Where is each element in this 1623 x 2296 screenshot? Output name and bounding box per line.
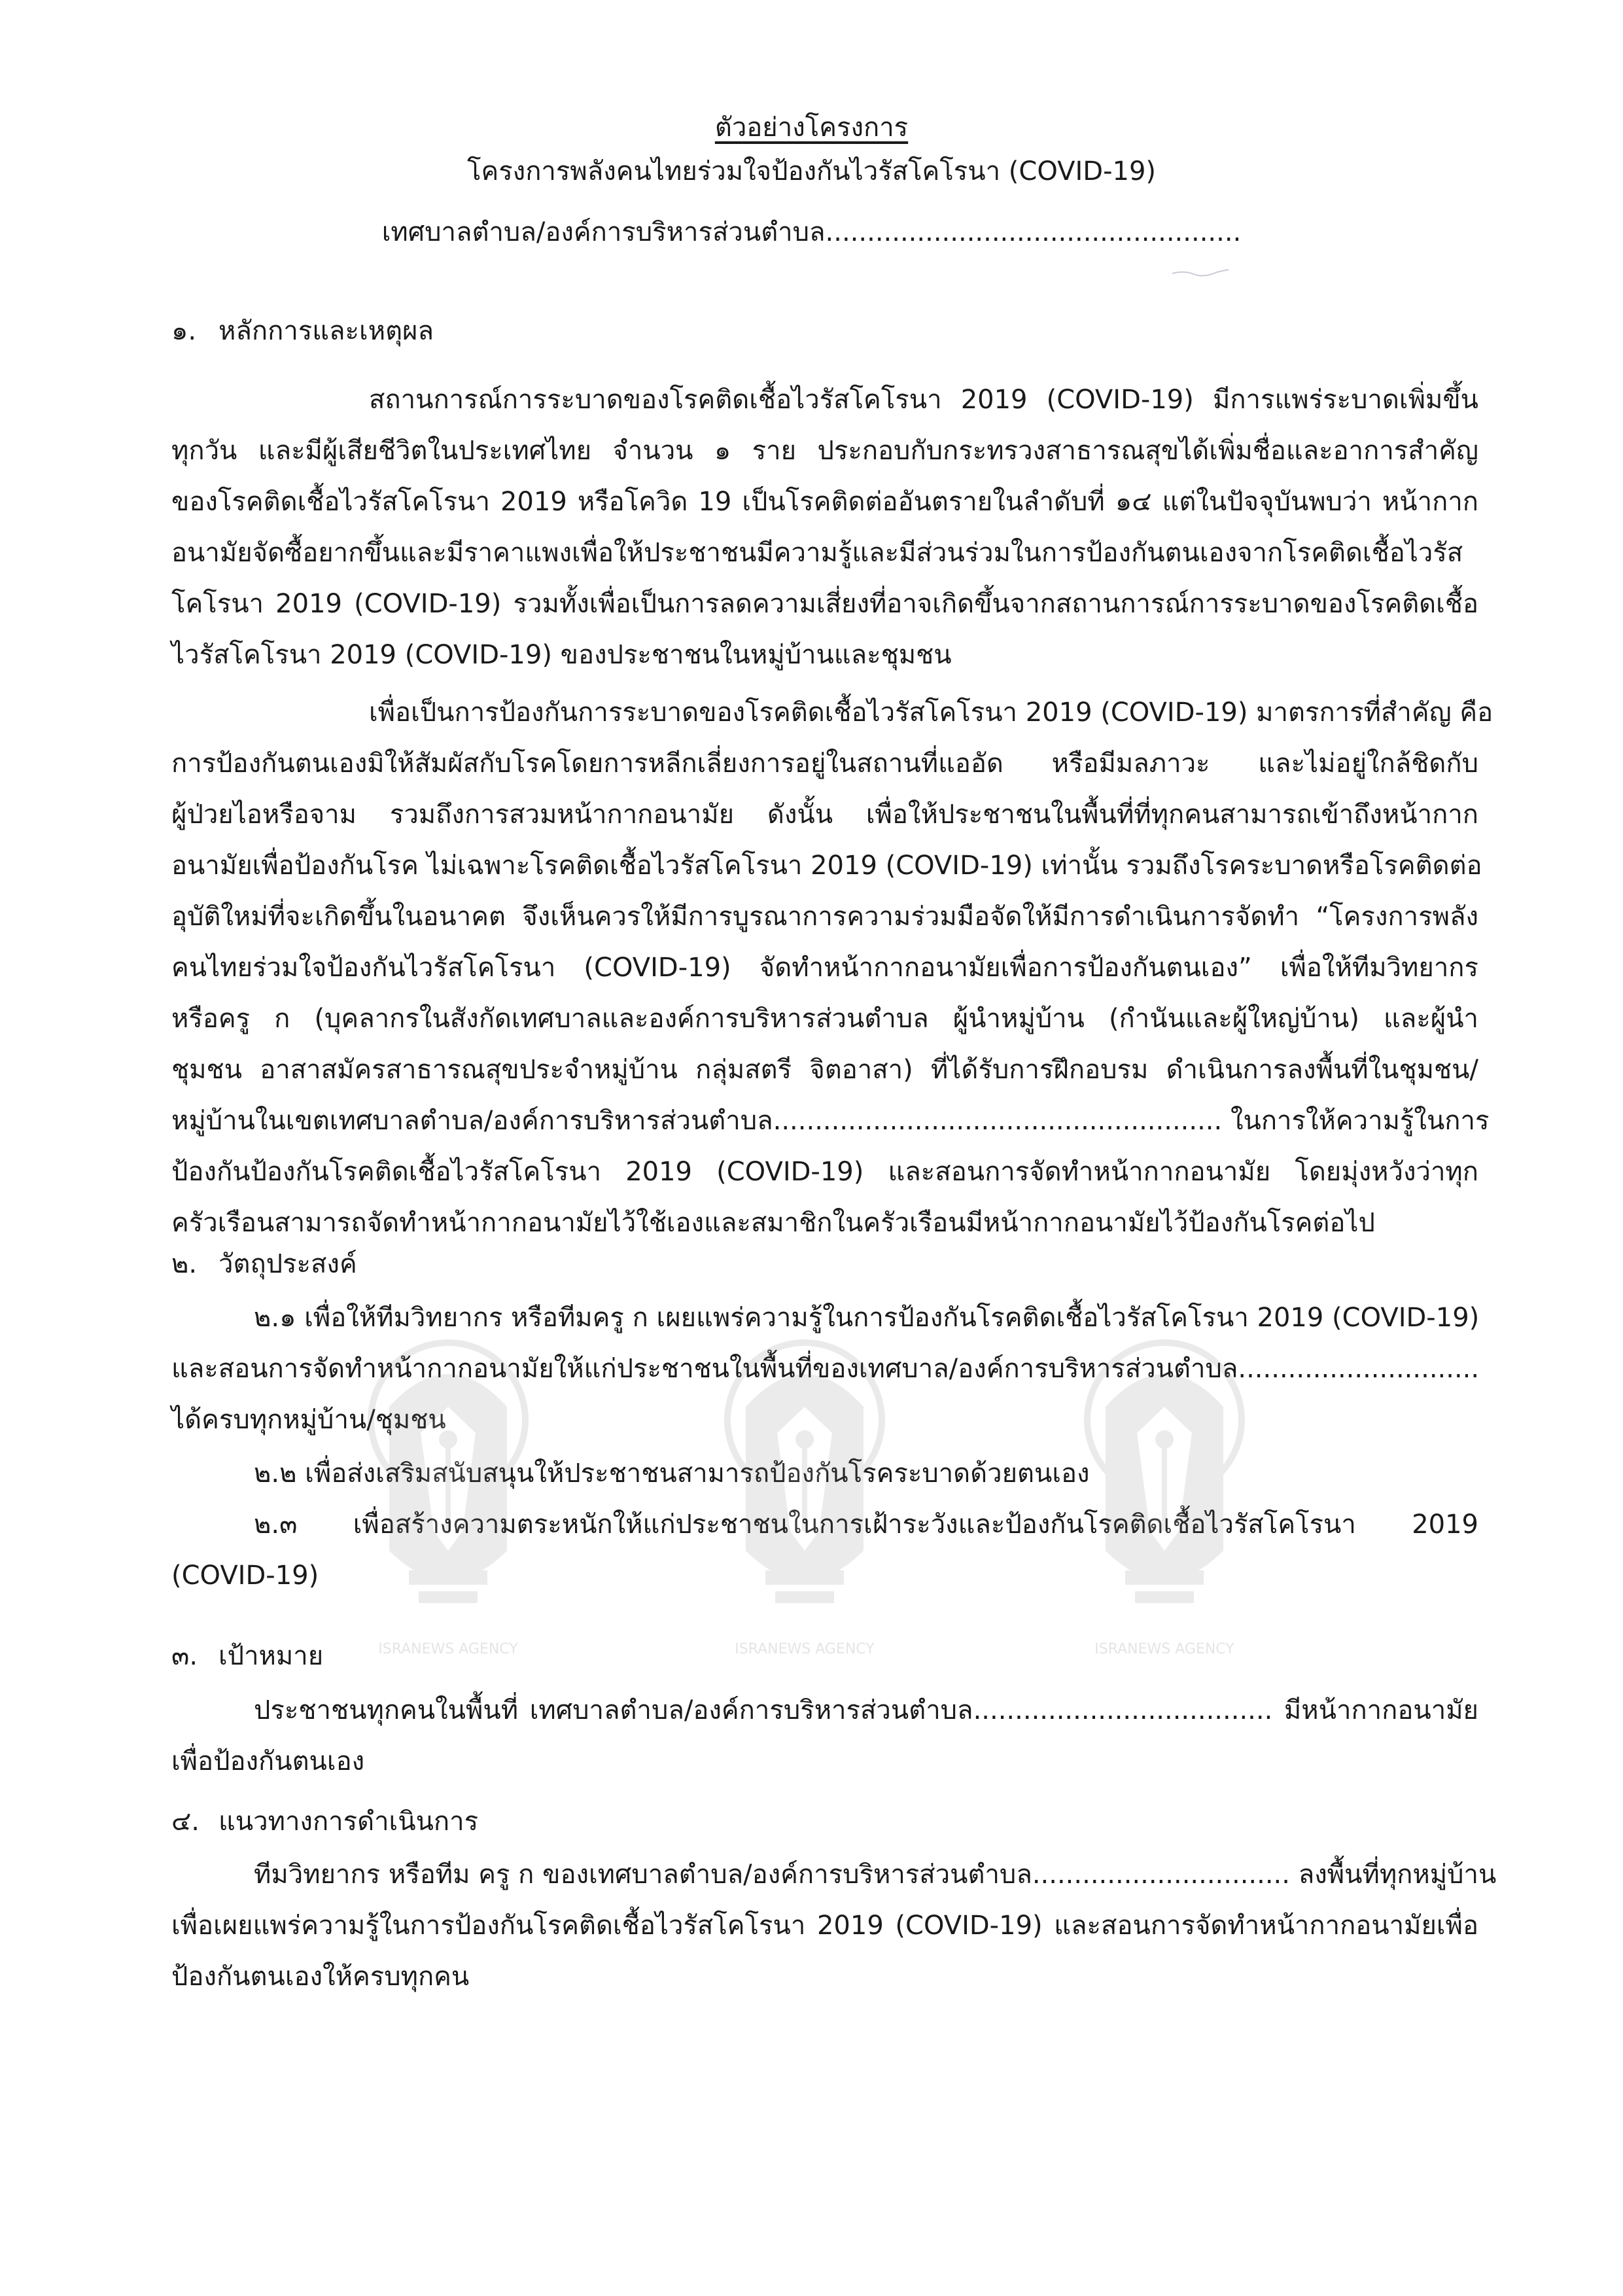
section-1-title: หลักการและเหตุผล [218,316,434,346]
paragraph-line: ป้องกันตนเองให้ครบทุกคน [171,1962,470,1992]
section-3-paragraph [171,1685,1478,1787]
section-1-number: ๑. [171,316,197,346]
paragraph-line: ทุกวัน และมีผู้เสียชีวิตในประเทศไทย จำนวน ๑ ราย ประกอบกับกระทรวงสาธารณสุขได้เพิ่มชื่อและอาการสำคัญ [171,436,1478,466]
paragraph-line: ไวรัสโคโรนา 2019 (COVID-19) ของประชาชนในหมู่บ้านและชุมชน [171,640,952,670]
paragraph-line: สถานการณ์การระบาดของโรคติดเชื้อไวรัสโคโรนา 2019 (COVID-19) มีการแพร่ระบาดเพิ่มขึ้น [369,385,1478,415]
paragraph-line: ของโรคติดเชื้อไวรัสโคโรนา 2019 หรือโควิด 19 เป็นโรคติดต่ออันตรายในลำดับที่ ๑๔ แต่ในปัจจุบันพบว่า หน้ากาก [171,487,1478,517]
paragraph-line: ชุมชน อาสาสมัครสาธารณสุขประจำหมู่บ้าน กลุ่มสตรี จิตอาสา) ที่ได้รับการฝึกอบรม ดำเนินการลงพื้นที่ในชุมชน/ [171,1055,1478,1085]
section-4-paragraph [171,1849,1497,2002]
section-3-heading [171,1636,323,1676]
paragraph-line: และสอนการจัดทำหน้ากากอนามัยให้แก่ประชาชนในพื้นที่ของเทศบาล/องค์การบริหารส่วนตำบล............................. [171,1354,1480,1384]
section-4-heading [171,1802,478,1841]
paragraph-line: ประชาชนทุกคนในพื้นที่ เทศบาลตำบล/องค์การบริหารส่วนตำบล.................................... มีหน้ากากอนามัย [254,1695,1478,1725]
paragraph-line: อนามัยเพื่อป้องกันโรค ไม่เฉพาะโรคติดเชื้อไวรัสโคโรนา 2019 (COVID-19) เท่านั้น รวมถึงโรคระบาดหรือโรคติดต่อ [171,851,1482,881]
paragraph-line: ทีมวิทยากร หรือทีม ครู ก ของเทศบาลตำบล/องค์การบริหารส่วนตำบล............................... ลงพื้นที่ทุกหมู่บ้าน [254,1860,1497,1890]
paragraph-line: เพื่อเผยแพร่ความรู้ในการป้องกันโรคติดเชื้อไวรัสโคโรนา 2019 (COVID-19) และสอนการจัดทำหน้ากากอนามัยเพื่อ [171,1911,1478,1941]
paragraph-line: คนไทยร่วมใจป้องกันไวรัสโคโรนา (COVID-19) จัดทำหน้ากากอนามัยเพื่อการป้องกันตนเอง” เพื่อให้ทีมวิทยากร [171,953,1478,983]
paragraph-line: อุบัติใหม่ที่จะเกิดขึ้นในอนาคต จึงเห็นควรให้มีการบูรณาการความร่วมมือจัดให้มีการดำเนินการจัดทำ “โครงการพลัง [171,902,1478,932]
paragraph-line: หรือครู ก (บุคลากรในสังกัดเทศบาลและองค์การบริหารส่วนตำบล ผู้นำหมู่บ้าน (กำนันและผู้ใหญ่บ้าน) และผู้นำ [171,1004,1478,1034]
paragraph-line: ๒.๑ เพื่อให้ทีมวิทยากร หรือทีมครู ก เผยแพร่ความรู้ในการป้องกันโรคติดเชื้อไวรัสโคโรนา 2019 (COVID-19) [254,1303,1480,1333]
section-2-title: วัตถุประสงค์ [218,1249,357,1279]
paragraph-line: หมู่บ้านในเขตเทศบาลตำบล/องค์การบริหารส่วนตำบล...................................................... ในการให้ความรู้ในการ [171,1106,1490,1136]
scan-speck [1171,268,1230,277]
watermark-text: ISRANEWS AGENCY [735,1641,875,1657]
section-1-paragraph-2 [171,687,1493,1248]
section-4-number: ๔. [171,1807,200,1837]
paragraph-line: การป้องกันตนเองมิให้สัมผัสกับโรคโดยการหลีกเลี่ยงการอยู่ในสถานที่แออัด หรือมีมลภาวะ และไม่อยู่ใกล้ชิดกับ [171,749,1478,779]
paragraph-line: เพื่อป้องกันตนเอง [171,1746,365,1776]
section-3-title: เป้าหมาย [218,1641,324,1671]
organization-line: เทศบาลตำบล/องค์การบริหารส่วนตำบล.................................................. [381,217,1242,247]
section-3-number: ๓. [171,1641,198,1671]
section-2-number: ๒. [171,1249,198,1279]
project-name: โครงการพลังคนไทยร่วมใจป้องกันไวรัสโคโรนา (COVID-19) [466,156,1157,186]
objective-2-2 [171,1448,1478,1499]
section-1-heading [171,311,434,351]
watermark-text: ISRANEWS AGENCY [1094,1641,1234,1657]
objective-2-3 [171,1499,1478,1601]
paragraph-line: ป้องกันป้องกันโรคติดเชื้อไวรัสโคโรนา 2019 (COVID-19) และสอนการจัดทำหน้ากากอนามัย โดยมุ่งหวังว่าทุก [171,1157,1478,1187]
paragraph-line: เพื่อเป็นการป้องกันการระบาดของโรคติดเชื้อไวรัสโคโรนา 2019 (COVID-19) มาตรการที่สำคัญ คือ [369,698,1493,728]
section-2-heading [171,1245,357,1284]
paragraph-line: ๒.๓ เพื่อสร้างความตระหนักให้แก่ประชาชนในการเฝ้าระวังและป้องกันโรคติดเชื้อไวรัสโคโรนา 2019 [254,1510,1478,1540]
paragraph-line: ได้ครบทุกหมู่บ้าน/ชุมชน [171,1405,446,1435]
paragraph-line: ครัวเรือนสามารถจัดทำหน้ากากอนามัยไว้ใช้เองและสมาชิกในครัวเรือนมีหน้ากากอนามัยไว้ป้องกันโรคต่อไป [171,1208,1375,1238]
watermark-text: ISRANEWS AGENCY [378,1641,518,1657]
objective-2-1 [171,1292,1478,1445]
paragraph-line: โคโรนา 2019 (COVID-19) รวมทั้งเพื่อเป็นการลดความเสี่ยงที่อาจเกิดขึ้นจากสถานการณ์การระบาดของโรคติดเชื้อ [171,589,1478,619]
section-4-title: แนวทางการดำเนินการ [218,1807,479,1837]
paragraph-line: อนามัยจัดซื้อยากขึ้นและมีราคาแพงเพื่อให้ประชาชนมีความรู้และมีส่วนร่วมในการป้องกันตนเองจากโรคติดเชื้อไวรัส [171,538,1463,568]
document-title: ตัวอย่างโครงการ [714,113,909,143]
paragraph-line: ผู้ป่วยไอหรือจาม รวมถึงการสวมหน้ากากอนามัย ดังนั้น เพื่อให้ประชาชนในพื้นที่ที่ทุกคนสามารถเข้าถึงหน้ากาก [171,800,1478,830]
paragraph-line: ๒.๒ เพื่อส่งเสริมสนับสนุนให้ประชาชนสามารถป้องกันโรคระบาดด้วยตนเอง [254,1458,1090,1489]
paragraph-line: (COVID-19) [171,1561,319,1591]
section-1-paragraph-1 [171,374,1478,680]
